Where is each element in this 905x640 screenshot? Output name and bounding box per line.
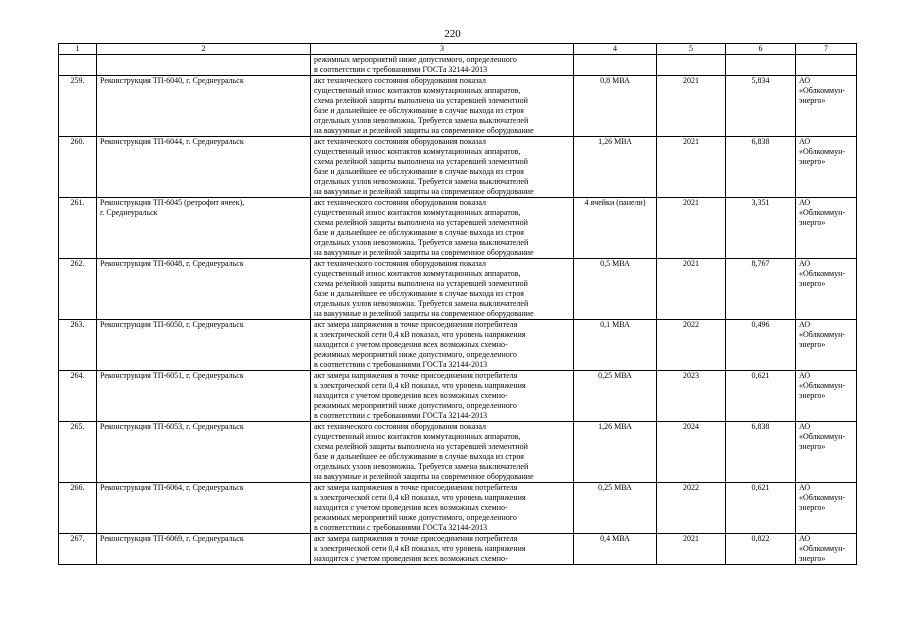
- cell-owner: АО «Облкоммун- энерго»: [796, 137, 857, 198]
- cell-power: 0,1 МВА: [574, 320, 657, 371]
- cell-power: 1,26 МВА: [574, 137, 657, 198]
- cell-number: 267.: [59, 534, 97, 565]
- cell-cost: 3,351: [726, 198, 796, 259]
- table-row: [59, 422, 857, 483]
- column-number: 2: [97, 44, 311, 55]
- cell-number: [59, 55, 97, 76]
- cell-cost: 6,838: [726, 137, 796, 198]
- cell-name: Реконструкция ТП-6048, г. Среднеуральск: [97, 259, 311, 320]
- cell-year: 2021: [657, 198, 726, 259]
- cell-cost: 6,838: [726, 422, 796, 483]
- cell-power: [574, 55, 657, 76]
- page-number: 220: [444, 28, 461, 40]
- cell-cost: 0,822: [726, 534, 796, 565]
- cell-number: 259.: [59, 76, 97, 137]
- cell-name: Реконструкция ТП-6045 (ретрофит ячеек), г. Среднеуральск: [97, 198, 311, 259]
- table-row: [59, 76, 857, 137]
- cell-owner: АО «Облкоммун- энерго»: [796, 422, 857, 483]
- cell-cost: 0,496: [726, 320, 796, 371]
- projects-table: [58, 43, 857, 565]
- column-number: 4: [574, 44, 657, 55]
- table-row: [59, 534, 857, 565]
- cell-number: 264.: [59, 371, 97, 422]
- cell-power: 4 ячейки (панели): [574, 198, 657, 259]
- cell-reason: акт замера напряжения в точке присоединения потребителя к электрической сети 0,4 кВ показал, что уровень напряжения находится с учетом проведения всех возможных схемно- режимных мероприятий ниже допустимого, определенного в соответствии с требованиями ГОСТа 32144-2013: [311, 371, 574, 422]
- table-row: [59, 483, 857, 534]
- cell-cost: 0,621: [726, 371, 796, 422]
- cell-owner: АО «Облкоммун- энерго»: [796, 320, 857, 371]
- cell-power: 0,4 МВА: [574, 534, 657, 565]
- cell-name: Реконструкция ТП-6040, г. Среднеуральск: [97, 76, 311, 137]
- table-row: [59, 371, 857, 422]
- cell-year: 2021: [657, 137, 726, 198]
- cell-power: 0,25 МВА: [574, 371, 657, 422]
- cell-year: 2022: [657, 320, 726, 371]
- cell-reason: режимных мероприятий ниже допустимого, определенного в соответствии с требованиями ГОСТа 32144-2013: [311, 55, 574, 76]
- cell-power: 1,26 МВА: [574, 422, 657, 483]
- cell-reason: акт технического состояния оборудования показал существенный износ контактов коммутационных аппаратов, схема релейной защиты выполнена на устаревшей элементной базе и дальнейшее ее обслуживание в случае выхода из строя отдельных узлов невозможна. Требуется замена выключателей на вакуумные и релейной защиты на современное оборудование: [311, 422, 574, 483]
- cell-power: 0,25 МВА: [574, 483, 657, 534]
- cell-power: 0,8 МВА: [574, 76, 657, 137]
- table-row: [59, 320, 857, 371]
- cell-cost: 5,834: [726, 76, 796, 137]
- cell-cost: 8,767: [726, 259, 796, 320]
- cell-year: 2021: [657, 259, 726, 320]
- column-number: 7: [796, 44, 857, 55]
- cell-reason: акт технического состояния оборудования показал существенный износ контактов коммутационных аппаратов, схема релейной защиты выполнена на устаревшей элементной базе и дальнейшее ее обслуживание в случае выхода из строя отдельных узлов невозможна. Требуется замена выключателей на вакуумные и релейной защиты на современное оборудование: [311, 76, 574, 137]
- cell-year: 2021: [657, 534, 726, 565]
- cell-name: Реконструкция ТП-6053, г. Среднеуральск: [97, 422, 311, 483]
- cell-owner: [796, 55, 857, 76]
- cell-cost: 0,621: [726, 483, 796, 534]
- cell-name: Реконструкция ТП-6050, г. Среднеуральск: [97, 320, 311, 371]
- cell-number: 261.: [59, 198, 97, 259]
- cell-number: 262.: [59, 259, 97, 320]
- cell-year: [657, 55, 726, 76]
- cell-reason: акт замера напряжения в точке присоединения потребителя к электрической сети 0,4 кВ показал, что уровень напряжения находится с учетом проведения всех возможных схемно-: [311, 534, 574, 565]
- column-number: 5: [657, 44, 726, 55]
- column-number: 3: [311, 44, 574, 55]
- cell-number: 260.: [59, 137, 97, 198]
- cell-name: Реконструкция ТП-6069, г. Среднеуральск: [97, 534, 311, 565]
- cell-owner: АО «Облкоммун- энерго»: [796, 483, 857, 534]
- cell-owner: АО «Облкоммун- энерго»: [796, 76, 857, 137]
- column-number: 1: [59, 44, 97, 55]
- cell-reason: акт технического состояния оборудования показал существенный износ контактов коммутационных аппаратов, схема релейной защиты выполнена на устаревшей элементной базе и дальнейшее ее обслуживание в случае выхода из строя отдельных узлов невозможна. Требуется замена выключателей на вакуумные и релейной защиты на современное оборудование: [311, 198, 574, 259]
- cell-owner: АО «Облкоммун- энерго»: [796, 371, 857, 422]
- cell-year: 2022: [657, 483, 726, 534]
- table-row: [59, 259, 857, 320]
- cell-number: 263.: [59, 320, 97, 371]
- cell-owner: АО «Облкоммун- энерго»: [796, 534, 857, 565]
- table-row: [59, 137, 857, 198]
- table-row: [59, 198, 857, 259]
- column-number-row: [59, 44, 857, 55]
- cell-name: Реконструкция ТП-6044, г. Среднеуральск: [97, 137, 311, 198]
- cell-year: 2023: [657, 371, 726, 422]
- cell-name: [97, 55, 311, 76]
- cell-reason: акт замера напряжения в точке присоединения потребителя к электрической сети 0,4 кВ показал, что уровень напряжения находится с учетом проведения всех возможных схемно- режимных мероприятий ниже допустимого, определенного в соответствии с требованиями ГОСТа 32144-2013: [311, 320, 574, 371]
- cell-reason: акт технического состояния оборудования показал существенный износ контактов коммутационных аппаратов, схема релейной защиты выполнена на устаревшей элементной базе и дальнейшее ее обслуживание в случае выхода из строя отдельных узлов невозможна. Требуется замена выключателей на вакуумные и релейной защиты на современное оборудование: [311, 137, 574, 198]
- cell-reason: акт замера напряжения в точке присоединения потребителя к электрической сети 0,4 кВ показал, что уровень напряжения находится с учетом проведения всех возможных схемно- режимных мероприятий ниже допустимого, определенного в соответствии с требованиями ГОСТа 32144-2013: [311, 483, 574, 534]
- cell-year: 2021: [657, 76, 726, 137]
- cell-name: Реконструкция ТП-6051, г. Среднеуральск: [97, 371, 311, 422]
- cell-cost: [726, 55, 796, 76]
- column-number: 6: [726, 44, 796, 55]
- cell-owner: АО «Облкоммун- энерго»: [796, 259, 857, 320]
- cell-reason: акт технического состояния оборудования показал существенный износ контактов коммутационных аппаратов, схема релейной защиты выполнена на устаревшей элементной базе и дальнейшее ее обслуживание в случае выхода из строя отдельных узлов невозможна. Требуется замена выключателей на вакуумные и релейной защиты на современное оборудование: [311, 259, 574, 320]
- cell-name: Реконструкция ТП-6064, г. Среднеуральск: [97, 483, 311, 534]
- continuation-row: [59, 55, 857, 76]
- cell-year: 2024: [657, 422, 726, 483]
- cell-power: 0,5 МВА: [574, 259, 657, 320]
- cell-number: 266.: [59, 483, 97, 534]
- cell-owner: АО «Облкоммун- энерго»: [796, 198, 857, 259]
- cell-number: 265.: [59, 422, 97, 483]
